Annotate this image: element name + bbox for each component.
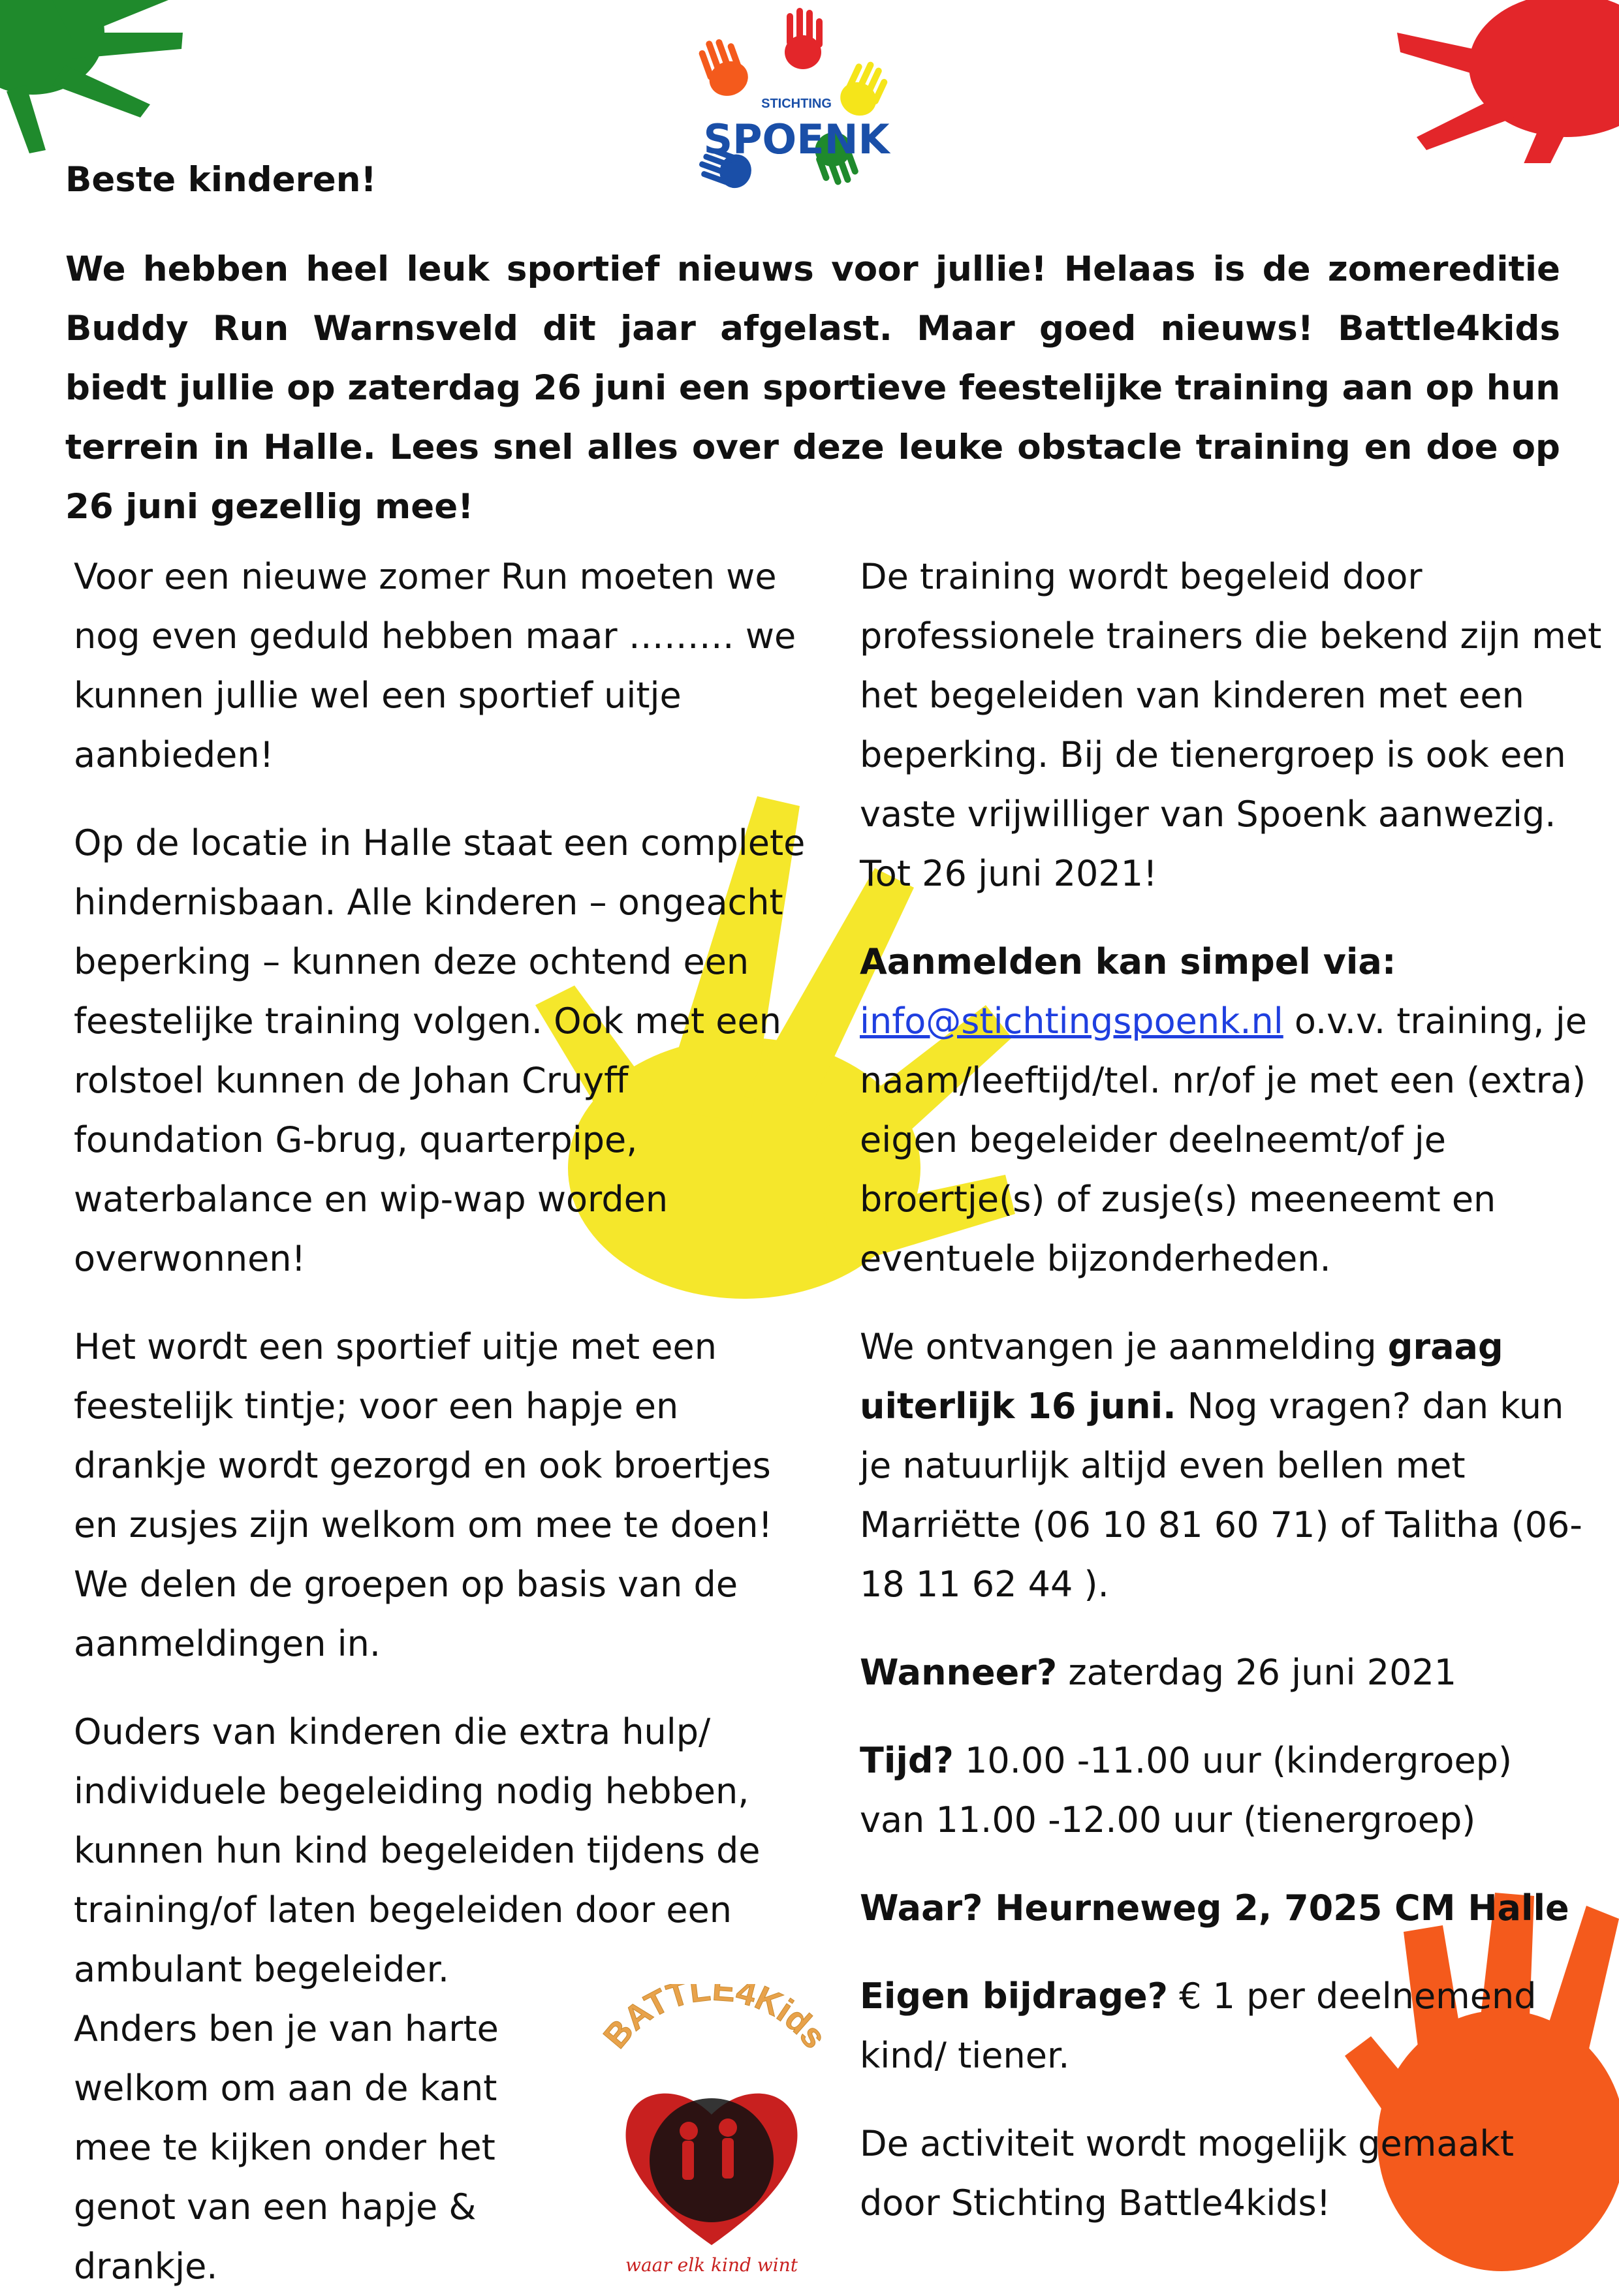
logo-tagline: waar elk kind wint [625,2254,798,2276]
heart-circle-icon [650,2098,774,2222]
left-paragraph-3: Het wordt een sportief uitje met een feestelijk tintje; voor een hapje en drankje wordt gezorgd en ook broertjes en zusjes zijn welkom om mee te doen! We delen de groepen op basis van de aanmeldingen in. [74,1326,773,1664]
time-label: Tijd? [860,1740,954,1781]
left-p5-line: drankje. [74,2246,218,2287]
when-label: Wanneer? [860,1652,1058,1693]
left-p5-line: genot van een hapje & [74,2186,477,2227]
signup-paragraph [860,932,1604,1288]
deadline-text: graag uiterlijk 16 juni. [860,1326,1503,1427]
intro-paragraph: We hebben heel leuk sportief nieuws voor jullie! Helaas is de zomereditie Buddy Run Warnsveld dit jaar afgelast. Maar goed nieuws! Battle4kids biedt jullie op zaterdag 26 juni een sportieve feestelijke training aan op hun terrein in Halle. Lees snel alles over deze leuke obstacle training en doe op 26 juni gezellig mee! [65,249,1560,527]
green-handprint-icon [0,0,196,157]
closing-paragraph: De activiteit wordt mogelijk gemaakt door Stichting Battle4kids! [860,2123,1515,2224]
right-paragraph-1: De training wordt begeleid door professionele trainers die bekend zijn met het begeleiden van kinderen met een beperking. Bij de tienergroep is ook een vaste vrijwilliger van Spoenk aanwezig. Tot 26 juni 2021! [860,556,1602,894]
intro-section [65,150,1560,536]
red-handprint-icon [1391,0,1619,163]
receive-pre: We ontvangen je aanmelding [860,1326,1388,1367]
logo-main: SPOENK [703,116,890,163]
left-p5-line: welkom om aan de kant [74,2068,497,2109]
left-paragraph-4: Ouders van kinderen die extra hulp/ individuele begeleiding nodig hebben, kunnen hun kind begeleiden tijdens de training/of laten begeleiden door een ambulant begeleider. [74,1711,761,1990]
right-column [860,547,1604,2261]
greeting: Beste kinderen! [65,160,377,200]
time-value-2: van 11.00 -12.00 uur (tienergroep) [860,1799,1476,1840]
contribution-paragraph [860,1966,1604,2085]
receive-post: Nog vragen? dan kun je natuurlijk altijd even bellen met Marriëtte (06 10 81 60 71) of Talitha (06-18 11 62 44 ). [860,1386,1582,1605]
left-p5-line: mee te kijken onder het [74,2127,495,2168]
time-paragraph [860,1731,1604,1850]
email-link[interactable]: info@stichtingspoenk.nl [860,1001,1283,1042]
left-p5-line: Anders ben je van harte [74,2008,499,2049]
signup-text: o.v.v. training, je naam/leeftijd/tel. nr/of je met een (extra) eigen begeleider deelneemt/of je broertje(s) of zusje(s) meeneemt en eventuele bijzonderheden. [860,1001,1587,1279]
time-value: 10.00 -11.00 uur (kindergroep) [953,1740,1513,1781]
contribution-value: € 1 per deelnemend kind/ tiener. [860,1976,1537,2076]
signup-heading: Aanmelden kan simpel via: [860,941,1396,982]
logo-top-line: STICHTING [761,97,832,111]
left-paragraph-1: Voor een nieuwe zomer Run moeten we nog even geduld hebben maar ……… we kunnen jullie wel een sportief uitje aanbieden! [74,556,796,775]
receive-paragraph [860,1317,1604,1614]
yellow-small-hand-icon [835,55,892,122]
red-small-hand-icon [785,8,823,69]
orange-small-hand-icon [696,32,753,101]
when-paragraph [860,1643,1604,1702]
where-paragraph: Waar? Heurneweg 2, 7025 CM Halle [860,1887,1569,1929]
when-value: zaterdag 26 juni 2021 [1057,1652,1457,1693]
battle4kids-logo [574,1984,849,2278]
left-paragraph-2: Op de locatie in Halle staat een complete hindernisbaan. Alle kinderen – ongeacht beperking – kunnen deze ochtend een feestelijke training volgen. Ook met een rolstoel kunnen de Johan Cruyff foundation G-brug, quarterpipe, waterbalance en wip-wap worden overwonnen! [74,822,806,1279]
logo-name: BATTLE4Kids [596,1984,834,2056]
contribution-label: Eigen bijdrage? [860,1976,1168,2017]
